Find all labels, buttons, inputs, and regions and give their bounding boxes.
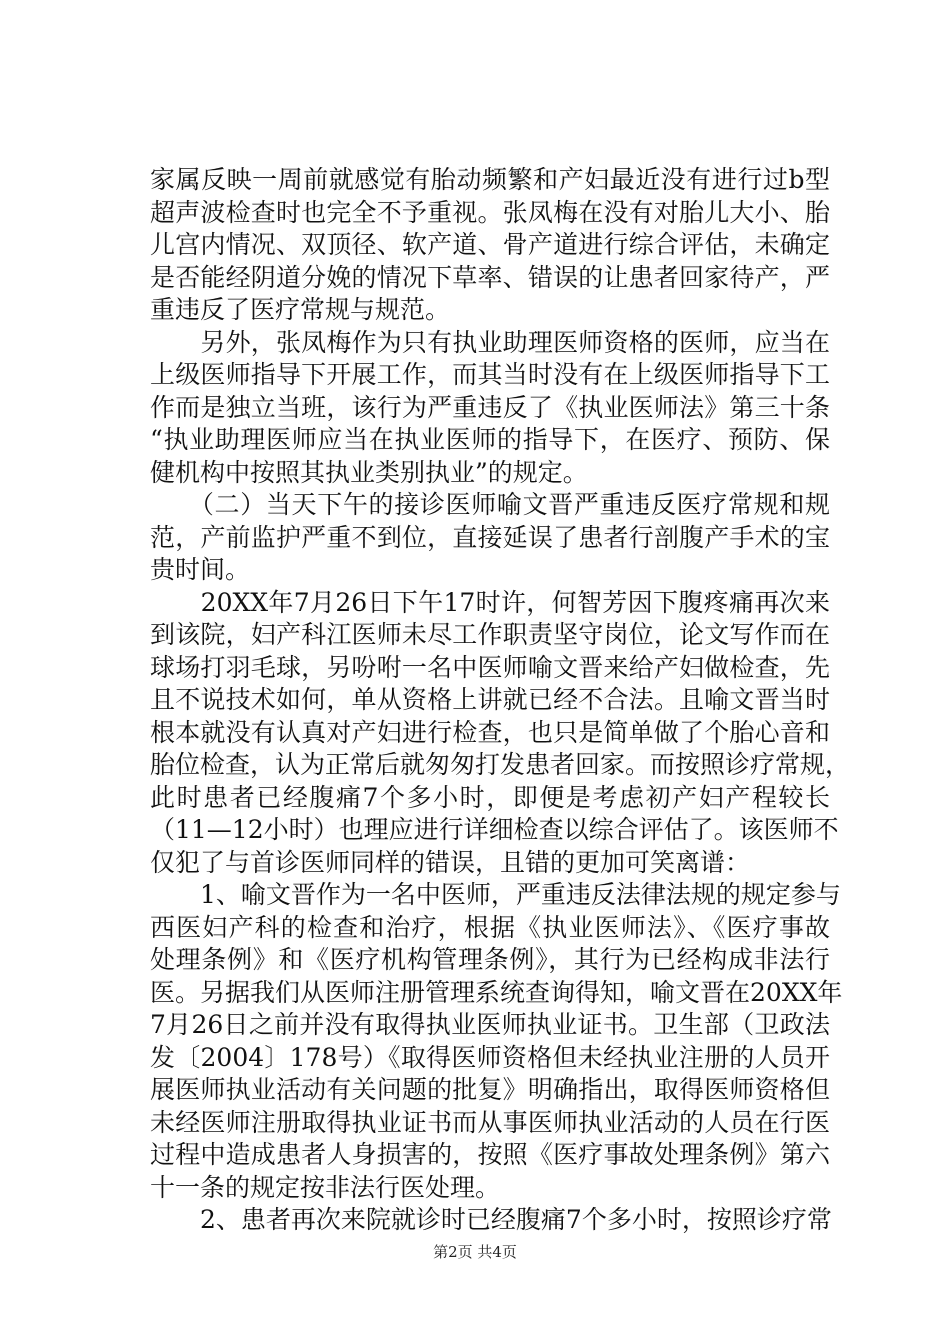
text-line: 仅犯了与首诊医师同样的错误，且错的更加可笑离谱： — [150, 847, 751, 877]
text-line: 范，产前监护严重不到位，直接延误了患者行剖腹产手术的宝 — [150, 522, 830, 552]
text-line: 十一条的规定按非法行医处理。 — [150, 1172, 501, 1202]
text-line: 球场打羽毛球，另吩咐一名中医师喻文晋来给产妇做检查，先 — [150, 652, 830, 682]
text-line: （11—12小时）也理应进行详细检查以综合评估了。该医师不 — [150, 815, 839, 844]
text-line: 健机构中按照其执业类别执业”的规定。 — [150, 457, 588, 487]
text-line: 未经医师注册取得执业证书而从事医师执业活动的人员在行医 — [150, 1107, 830, 1137]
text-line: 且不说技术如何，单从资格上讲就已经不合法。且喻文晋当时 — [150, 685, 830, 714]
text-line: 展医师执业活动有关问题的批复》明确指出，取得医师资格但 — [150, 1075, 830, 1104]
text-line: 是否能经阴道分娩的情况下草率、错误的让患者回家待产，严 — [150, 262, 830, 292]
text-line: （二）当天下午的接诊医师喻文晋严重违反医疗常规和规 — [150, 490, 830, 519]
text-line: 重违反了医疗常规与规范。 — [150, 295, 451, 324]
text-line: 医。另据我们从医师注册管理系统查询得知，喻文晋在20XX年 — [150, 977, 843, 1007]
text-line: 西医妇产科的检查和治疗，根据《执业医师法》、《医疗事故 — [150, 912, 830, 942]
document-body — [150, 164, 851, 1237]
text-line: 到该院，妇产科江医师未尽工作职责坚守岗位，论文写作而在 — [150, 620, 830, 649]
text-line: 发〔2004〕178号）《取得医师资格但未经执业注册的人员开 — [150, 1042, 830, 1072]
text-line: 20XX年7月26日下午17时许，何智芳因下腹疼痛再次来 — [150, 587, 830, 617]
text-line: 1、喻文晋作为一名中医师，严重违反法律法规的规定参与 — [150, 880, 841, 909]
text-line: 过程中造成患者人身损害的，按照《医疗事故处理条例》第六 — [150, 1140, 830, 1169]
text-line: 上级医师指导下开展工作，而其当时没有在上级医师指导下工 — [150, 360, 830, 389]
text-line: 贵时间。 — [150, 555, 251, 584]
text-line: 儿宫内情况、双顶径、软产道、骨产道进行综合评估，未确定 — [150, 230, 830, 259]
text-line: 处理条例》和《医疗机构管理条例》，其行为已经构成非法行 — [150, 945, 830, 974]
text-line: 2、患者再次来院就诊时已经腹痛7个多小时，按照诊疗常 — [150, 1205, 832, 1234]
text-line: 超声波检查时也完全不予重视。张凤梅在没有对胎儿大小、胎 — [150, 197, 830, 227]
text-line: 胎位检查，认为正常后就匆匆打发患者回家。而按照诊疗常规， — [150, 750, 851, 779]
text-line: 此时患者已经腹痛7个多小时，即便是考虑初产妇产程较长 — [150, 782, 830, 812]
text-line: 7月26日之前并没有取得执业医师执业证书。卫生部（卫政法 — [150, 1010, 830, 1039]
text-line: 根本就没有认真对产妇进行检查，也只是简单做了个胎心音和 — [150, 717, 830, 747]
text-line: 另外，张凤梅作为只有执业助理医师资格的医师，应当在 — [150, 327, 830, 357]
text-line: 作而是独立当班，该行为严重违反了《执业医师法》第三十条 — [150, 392, 830, 422]
page-number-footer: 第2页 共4页 — [433, 1243, 517, 1261]
text-line: 家属反映一周前就感觉有胎动频繁和产妇最近没有进行过b型 — [150, 165, 830, 194]
text-line: “执业助理医师应当在执业医师的指导下，在医疗、预防、保 — [150, 425, 830, 454]
